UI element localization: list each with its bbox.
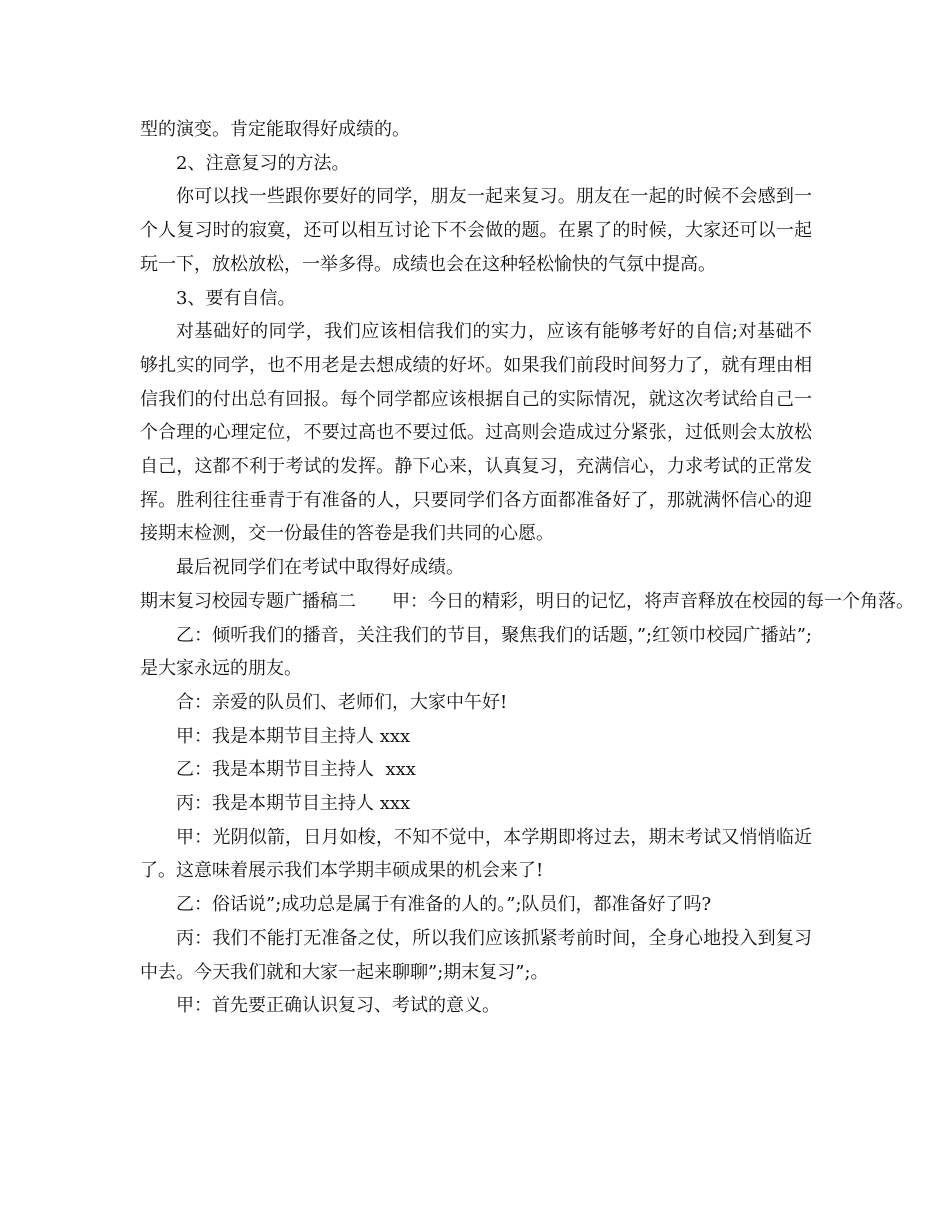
- section-heading-review-method: 2、注意复习的方法。: [176, 152, 350, 174]
- dialogue-line-yi-2: 乙：俗话说”;成功总是属于有准备的人的。”;队员们，都准备好了吗?: [176, 894, 712, 916]
- dialogue-line-yi-1: 乙：倾听我们的播音，关注我们的节目，聚焦我们的话题，”;红领巾校园广播站”;是大家永远的朋友。: [140, 624, 812, 680]
- paragraph-wishes: 最后祝同学们在考试中取得好成绩。: [176, 557, 464, 579]
- broadcast-script-title-line: 期末复习校园专题广播稿二 甲：今日的精彩，明日的记忆，将声音释放在校园的每一个角落。: [140, 590, 914, 612]
- document-page: [140, 113, 914, 1023]
- dialogue-line-jia-host: 甲：我是本期节目主持人 xxx: [176, 725, 411, 747]
- dialogue-line-bing-2: 丙：我们不能打无准备之仗，所以我们应该抓紧考前时间，全身心地投入到复习中去。今天我们就和大家一起来聊聊”;期末复习”;。: [140, 927, 812, 983]
- paragraph-confidence: 对基础好的同学，我们应该相信我们的实力，应该有能够考好的自信;对基础不够扎实的同学，也不用老是去想成绩的好坏。如果我们前段时间努力了，就有理由相信我们的付出总有回报。每个同学都应该根据自己的实际情况，就这次考试给自己一个合理的心理定位，不要过高也不要过低。过高则会造成过分紧张，过低则会太放松自己，这都不利于考试的发挥。静下心来，认真复习，充满信心，力求考试的正常发挥。胜利往往垂青于有准备的人，只要同学们各方面都准备好了，那就满怀信心的迎接期末检测，交一份最佳的答卷是我们共同的心愿。: [140, 321, 812, 545]
- dialogue-line-jia-3: 甲：首先要正确认识复习、考试的意义。: [176, 995, 500, 1017]
- dialogue-line-together: 合：亲爱的队员们、老师们，大家中午好!: [176, 691, 508, 713]
- dialogue-line-yi-host: 乙：我是本期节目主持人 xxx: [176, 759, 416, 781]
- dialogue-line-bing-host: 丙：我是本期节目主持人 xxx: [176, 793, 411, 815]
- paragraph-study-with-friends: 你可以找一些跟你要好的同学，朋友一起来复习。朋友在一起的时候不会感到一个人复习时的寂寞，还可以相互讨论下不会做的题。在累了的时候，大家还可以一起玩一下，放松放松，一举多得。成绩也会在这种轻松愉快的气氛中提高。: [140, 186, 812, 275]
- paragraph-continuation: 型的演变。肯定能取得好成绩的。: [140, 119, 410, 140]
- dialogue-line-jia-2: 甲：光阴似箭，日月如梭，不知不觉中，本学期即将过去，期末考试又悄悄临近了。这意味着展示我们本学期丰硕成果的机会来了!: [140, 826, 812, 882]
- section-heading-confidence: 3、要有自信。: [176, 287, 296, 309]
